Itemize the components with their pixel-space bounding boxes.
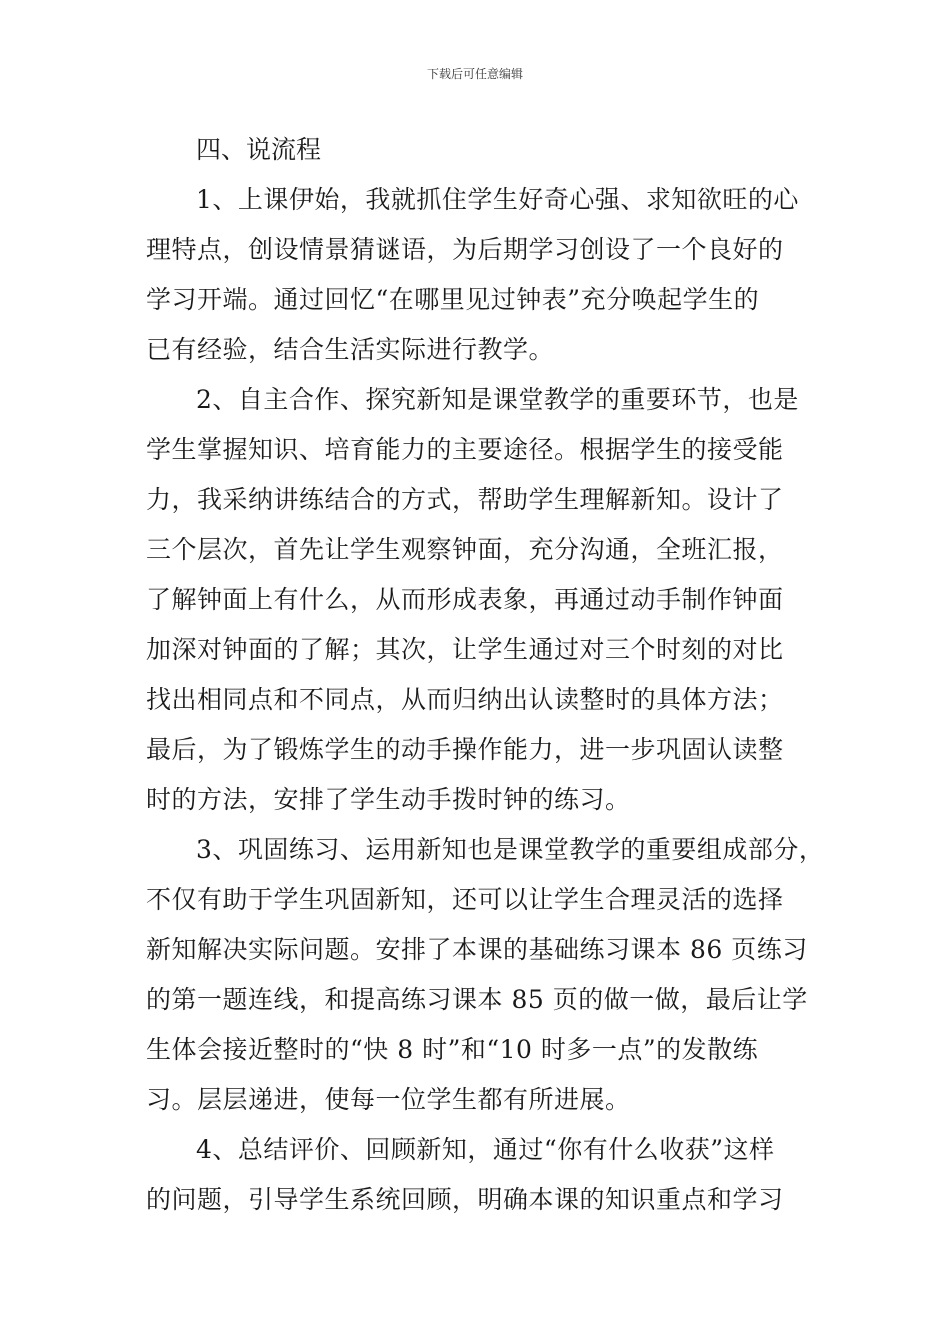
paragraph-line: 生体会接近整时的“快 8 时”和“10 时多一点”的发散练 [146,1035,759,1064]
paragraph-line: 4、总结评价、回顾新知，通过“你有什么收获”这样 [196,1135,775,1164]
paragraph-line: 理特点，创设情景猜谜语，为后期学习创设了一个良好的 [146,235,784,264]
paragraph-line: 1、上课伊始，我就抓住学生好奇心强、求知欲旺的心 [196,185,799,214]
paragraph-line: 时的方法，安排了学生动手拨时钟的练习。 [146,785,631,814]
paragraph-4 [146,1125,806,1225]
paragraph-3 [146,825,825,1125]
paragraph-line: 不仅有助于学生巩固新知，还可以让学生合理灵活的选择 [146,885,784,914]
paragraph-line: 学习开端。通过回忆“在哪里见过钟表”充分唤起学生的 [146,285,760,314]
paragraph-line: 了解钟面上有什么，从而形成表象，再通过动手制作钟面 [146,585,784,614]
section-heading: 四、说流程 [196,135,322,164]
paragraph-line: 找出相同点和不同点，从而归纳出认读整时的具体方法； [146,685,784,714]
paragraph-line: 3、巩固练习、运用新知也是课堂教学的重要组成部分， [196,835,825,864]
paragraph-line: 的问题，引导学生系统回顾，明确本课的知识重点和学习 [146,1185,784,1214]
paragraph-line: 最后，为了锻炼学生的动手操作能力，进一步巩固认读整 [146,735,784,764]
document-body [146,125,825,1225]
paragraph-line: 加深对钟面的了解；其次，让学生通过对三个时刻的对比 [146,635,784,664]
page-header-note: 下载后可任意编辑 [426,67,523,81]
paragraph-line: 已有经验，结合生活实际进行教学。 [146,335,555,364]
paragraph-line: 三个层次，首先让学生观察钟面，充分沟通，全班汇报， [146,535,784,564]
paragraph-line: 的第一题连线，和提高练习课本 85 页的做一做，最后让学 [146,985,808,1014]
paragraph-line: 力，我采纳讲练结合的方式，帮助学生理解新知。设计了 [146,485,784,514]
paragraph-line: 学生掌握知识、培育能力的主要途径。根据学生的接受能 [146,435,784,464]
paragraph-1 [146,175,806,375]
paragraph-2 [146,375,806,825]
paragraph-line: 习。层层递进，使每一位学生都有所进展。 [146,1085,631,1114]
paragraph-line: 新知解决实际问题。安排了本课的基础练习课本 86 页练习 [146,935,808,964]
paragraph-line: 2、自主合作、探究新知是课堂教学的重要环节，也是 [196,385,799,414]
